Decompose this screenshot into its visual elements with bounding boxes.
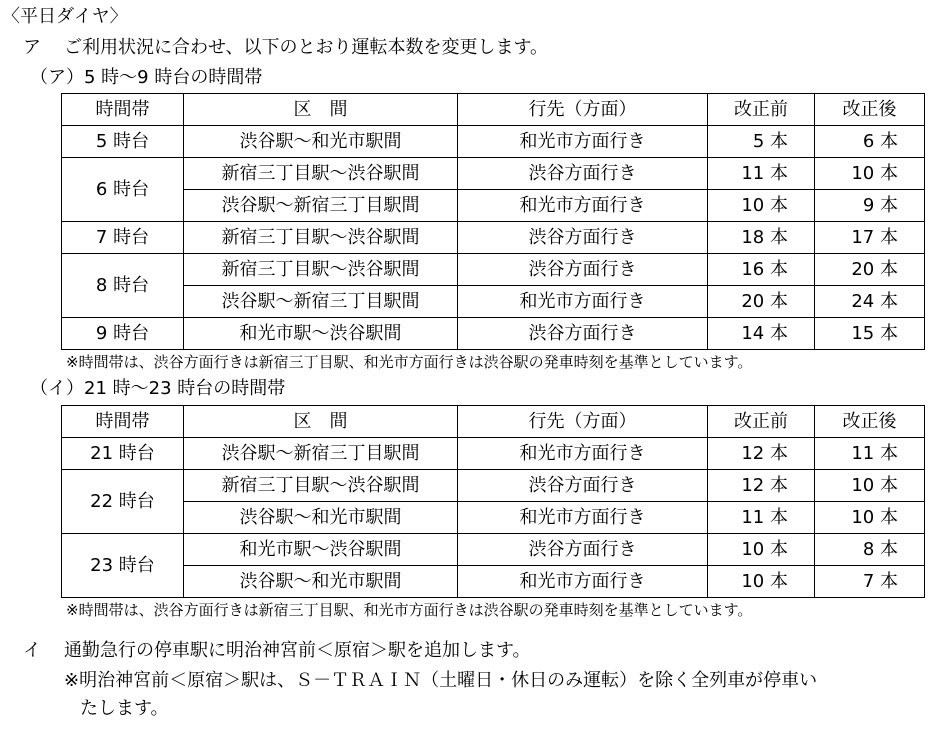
column-header: 区 間 [184, 94, 458, 126]
section-cell: 和光市駅～渋谷駅間 [184, 318, 458, 350]
time-band-cell: 5 時台 [62, 126, 184, 158]
destination-cell: 渋谷方面行き [458, 158, 708, 190]
morning-table-title: （ア）5 時～9 時台の時間帯 [30, 67, 263, 88]
before-count-cell: 10 本 [708, 190, 815, 222]
table-row [62, 254, 925, 286]
before-count-cell: 14 本 [708, 318, 815, 350]
column-header: 改正前 [708, 406, 815, 438]
before-count-cell: 16 本 [708, 254, 815, 286]
before-count-cell: 10 本 [708, 566, 815, 598]
time-band-cell: 7 時台 [62, 222, 184, 254]
evening-timetable [61, 405, 925, 598]
time-band-cell: 22 時台 [62, 470, 184, 534]
destination-cell: 和光市方面行き [458, 190, 708, 222]
before-count-cell: 5 本 [708, 126, 815, 158]
time-band-cell: 21 時台 [62, 438, 184, 470]
before-count-cell: 20 本 [708, 286, 815, 318]
after-count-cell: 8 本 [815, 534, 925, 566]
destination-cell: 渋谷方面行き [458, 470, 708, 502]
morning-footnote: ※時間帯は、渋谷方面行きは新宿三丁目駅、和光市方面行きは渋谷駅の発車時刻を基準としています。 [66, 353, 753, 371]
section-cell: 新宿三丁目駅～渋谷駅間 [184, 254, 458, 286]
table-row [62, 502, 925, 534]
before-count-cell: 11 本 [708, 502, 815, 534]
before-count-cell: 10 本 [708, 534, 815, 566]
table-row [62, 158, 925, 190]
destination-cell: 渋谷方面行き [458, 534, 708, 566]
after-count-cell: 10 本 [815, 502, 925, 534]
column-header: 時間帯 [62, 94, 184, 126]
evening-table-title: （イ）21 時～23 時台の時間帯 [30, 378, 286, 399]
after-count-cell: 10 本 [815, 158, 925, 190]
time-band-cell: 6 時台 [62, 158, 184, 222]
table-row [62, 438, 925, 470]
section-a-marker: ア [23, 37, 41, 58]
before-count-cell: 11 本 [708, 158, 815, 190]
time-band-cell: 8 時台 [62, 254, 184, 318]
section-cell: 渋谷駅～和光市駅間 [184, 502, 458, 534]
column-header: 改正前 [708, 94, 815, 126]
table-header-row [62, 94, 925, 126]
column-header: 区 間 [184, 406, 458, 438]
destination-cell: 和光市方面行き [458, 438, 708, 470]
table-row [62, 534, 925, 566]
table-row [62, 126, 925, 158]
column-header: 行先（方面） [458, 406, 708, 438]
section-cell: 渋谷駅～新宿三丁目駅間 [184, 438, 458, 470]
table-row [62, 566, 925, 598]
evening-footnote: ※時間帯は、渋谷方面行きは新宿三丁目駅、和光市方面行きは渋谷駅の発車時刻を基準としています。 [66, 601, 753, 619]
before-count-cell: 12 本 [708, 470, 815, 502]
section-cell: 渋谷駅～新宿三丁目駅間 [184, 190, 458, 222]
section-a-text: ご利用状況に合わせ、以下のとおり運転本数を変更します。 [64, 37, 549, 58]
morning-timetable [61, 93, 925, 350]
after-count-cell: 6 本 [815, 126, 925, 158]
destination-cell: 渋谷方面行き [458, 318, 708, 350]
section-cell: 新宿三丁目駅～渋谷駅間 [184, 470, 458, 502]
destination-cell: 和光市方面行き [458, 286, 708, 318]
section-cell: 渋谷駅～和光市駅間 [184, 126, 458, 158]
time-band-cell: 23 時台 [62, 534, 184, 598]
destination-cell: 和光市方面行き [458, 566, 708, 598]
section-cell: 渋谷駅～和光市駅間 [184, 566, 458, 598]
table-row [62, 286, 925, 318]
after-count-cell: 11 本 [815, 438, 925, 470]
column-header: 改正後 [815, 406, 925, 438]
section-b-note-line1: ※明治神宮前＜原宿＞駅は、Ｓ－ＴＲＡＩＮ（土曜日・休日のみ運転）を除く全列車が停車い [64, 670, 818, 691]
schedule-heading: 〈平日ダイヤ〉 [2, 6, 128, 27]
after-count-cell: 9 本 [815, 190, 925, 222]
table-row [62, 470, 925, 502]
after-count-cell: 24 本 [815, 286, 925, 318]
destination-cell: 和光市方面行き [458, 126, 708, 158]
column-header: 時間帯 [62, 406, 184, 438]
before-count-cell: 18 本 [708, 222, 815, 254]
section-cell: 渋谷駅～新宿三丁目駅間 [184, 286, 458, 318]
after-count-cell: 10 本 [815, 470, 925, 502]
after-count-cell: 15 本 [815, 318, 925, 350]
destination-cell: 渋谷方面行き [458, 222, 708, 254]
section-cell: 新宿三丁目駅～渋谷駅間 [184, 158, 458, 190]
table-header-row [62, 406, 925, 438]
before-count-cell: 12 本 [708, 438, 815, 470]
after-count-cell: 7 本 [815, 566, 925, 598]
destination-cell: 和光市方面行き [458, 502, 708, 534]
section-cell: 和光市駅～渋谷駅間 [184, 534, 458, 566]
section-b-marker: イ [23, 640, 41, 661]
after-count-cell: 17 本 [815, 222, 925, 254]
time-band-cell: 9 時台 [62, 318, 184, 350]
after-count-cell: 20 本 [815, 254, 925, 286]
section-cell: 新宿三丁目駅～渋谷駅間 [184, 222, 458, 254]
table-row [62, 318, 925, 350]
section-b-note-line2: たします。 [80, 698, 169, 719]
column-header: 改正後 [815, 94, 925, 126]
table-row [62, 190, 925, 222]
table-row [62, 222, 925, 254]
column-header: 行先（方面） [458, 94, 708, 126]
destination-cell: 渋谷方面行き [458, 254, 708, 286]
section-b-text: 通勤急行の停車駅に明治神宮前＜原宿＞駅を追加します。 [64, 640, 531, 661]
